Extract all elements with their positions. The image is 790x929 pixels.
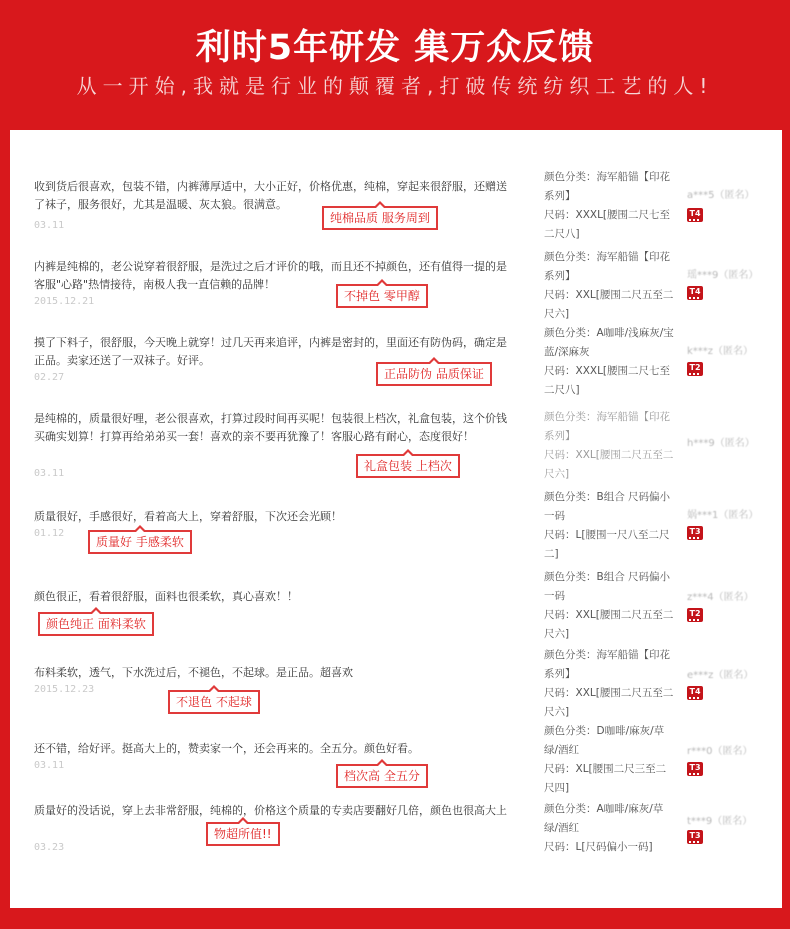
banner-subtitle: 从一开始,我就是行业的颠覆者,打破传统纺织工艺的人! [76, 74, 714, 98]
reviewer-name: 娲***1（匿名） [687, 510, 759, 521]
review-highlight-tag: 质量好 手感柔软 [88, 530, 192, 554]
review-sku: 颜色分类：A咖啡/麻灰/草绿/酒红 尺码：L[尺码偏小一码] [544, 803, 664, 853]
review-date: 03.23 [34, 842, 65, 853]
review-sku: 颜色分类：海军船锚【印花系列】 尺码：XXL[腰围二尺五至二尺六] [544, 649, 674, 718]
review-date: 03.11 [34, 220, 65, 231]
review-content: 质量很好，手感很好，看着高大上，穿着舒服，下次还会光顾！ [34, 510, 342, 523]
reviewer-name: h***9（匿名） [687, 438, 755, 449]
review-date: 03.11 [34, 760, 65, 771]
reviewer-name: e***z（匿名） [687, 670, 754, 681]
footer-strip [0, 908, 790, 929]
banner-header [0, 0, 790, 130]
review-sku: 颜色分类：B组合 尺码偏小一码 尺码：L[腰围一尺八至二尺二] [544, 491, 671, 560]
review-highlight-tag: 档次高 全五分 [336, 764, 428, 788]
review-sku: 颜色分类：海军船锚【印花系列】 尺码：XXL[腰围二尺五至二尺六] [544, 251, 674, 320]
review-sku: 颜色分类：海军船锚【印花系列】 尺码：XXL[腰围二尺五至二尺六] [544, 411, 674, 480]
review-content: 是纯棉的，质量很好哩，老公很喜欢，打算过段时间再买呢！包装很上档次，礼盒包装，这个价钱买确实划算！打算再给弟弟买一套！喜欢的亲不要再犹豫了！客服心路有耐心，态度很好！ [34, 412, 507, 443]
review-date: 2015.12.21 [34, 296, 95, 307]
review-highlight-tag: 物超所值!! [206, 822, 280, 846]
review-highlight-tag: 礼盒包装 上档次 [356, 454, 460, 478]
review-highlight-tag: 正品防伪 品质保证 [376, 362, 492, 386]
reviewer-level-badge: T2 [687, 608, 703, 622]
reviewer-level-badge: T2 [687, 362, 703, 376]
reviewer-name: 瑶***9（匿名） [687, 270, 759, 281]
review-highlight-tag: 不掉色 零甲醇 [336, 284, 428, 308]
review-sku: 颜色分类：D咖啡/麻灰/草绿/酒红 尺码：XL[腰围二尺三至二尺四] [544, 725, 667, 794]
review-sku: 颜色分类：海军船锚【印花系列】 尺码：XXXL[腰围二尺七至二尺八] [544, 171, 671, 240]
review-highlight-tag: 纯棉品质 服务周到 [322, 206, 438, 230]
reviewer-name: z***4（匿名） [687, 592, 754, 603]
review-date: 2015.12.23 [34, 684, 95, 695]
review-content: 内裤是纯棉的，老公说穿着很舒服，是洗过之后才评价的哦，而且还不掉颜色，还有值得一提的是客服"心路"热情接待，南极人我一直信赖的品牌！ [34, 260, 507, 291]
review-content: 还不错，给好评。挺高大上的，赞卖家一个，还会再来的。全五分。颜色好看。 [34, 742, 419, 755]
reviewer-name: a***5（匿名） [687, 190, 755, 201]
review-content: 收到货后很喜欢，包装不错，内裤薄厚适中，大小正好，价格优惠，纯棉，穿起来很舒服，还赠送了袜子，服务很好，尤其是温暖、灰太狼。很满意。 [34, 180, 507, 211]
banner-title: 利时5年研发 集万众反馈 [195, 28, 595, 68]
reviewer-name: t***9（匿名） [687, 816, 753, 827]
review-sku: 颜色分类：A咖啡/浅麻灰/宝蓝/深麻灰 尺码：XXXL[腰围二尺七至二尺八] [544, 327, 674, 396]
reviewer-level-badge: T4 [687, 686, 703, 700]
review-content: 颜色很正，看着很舒服，面料也很柔软，真心喜欢！！ [34, 590, 298, 603]
review-sku: 颜色分类：B组合 尺码偏小一码 尺码：XXL[腰围二尺五至二尺六] [544, 571, 674, 640]
review-content: 布料柔软，透气，下水洗过后，不褪色，不起球。是正品。超喜欢 [34, 666, 353, 679]
review-content: 摸了下料子，很舒服，今天晚上就穿！过几天再来追评，内裤是密封的，里面还有防伪码，确定是正品。卖家还送了一双袜子。好评。 [34, 336, 507, 367]
review-highlight-tag: 颜色纯正 面料柔软 [38, 612, 154, 636]
review-date: 03.11 [34, 468, 65, 479]
review-date: 02.27 [34, 372, 65, 383]
review-panel [10, 130, 782, 908]
reviewer-name: r***0（匿名） [687, 746, 753, 757]
reviewer-name: k***z（匿名） [687, 346, 754, 357]
reviewer-level-badge: T4 [687, 286, 703, 300]
reviewer-level-badge: T3 [687, 830, 703, 844]
reviewer-level-badge: T3 [687, 762, 703, 776]
reviewer-level-badge: T4 [687, 208, 703, 222]
review-content: 质量好的没话说，穿上去非常舒服，纯棉的，价格这个质量的专卖店要翻好几倍，颜色也很高大上 [34, 804, 507, 817]
review-highlight-tag: 不退色 不起球 [168, 690, 260, 714]
reviewer-level-badge: T3 [687, 526, 703, 540]
review-date: 01.12 [34, 528, 65, 539]
